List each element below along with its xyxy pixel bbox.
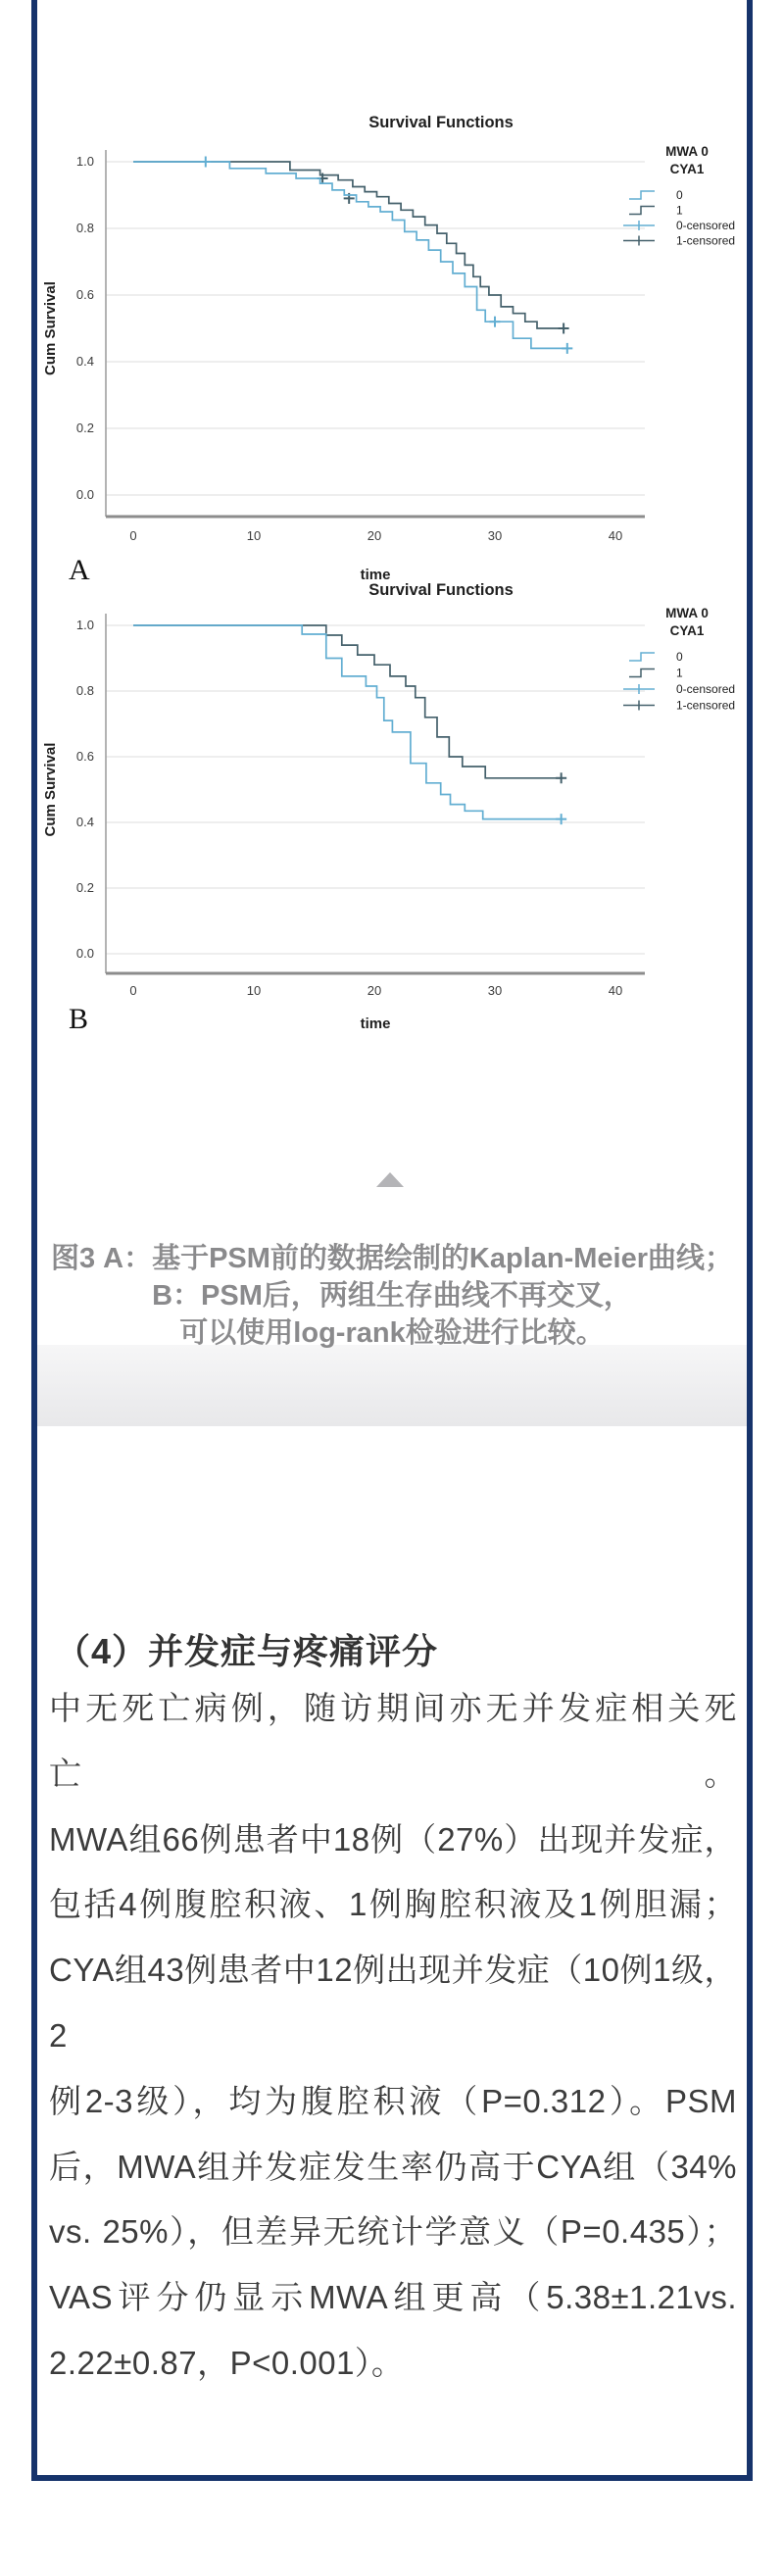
x-tick-label: 10	[246, 983, 262, 998]
x-tick-label: 40	[608, 983, 623, 998]
legend-entry-label: 1	[676, 666, 683, 680]
x-tick-label: 40	[608, 528, 623, 543]
y-tick-label: 0.4	[75, 815, 94, 829]
panel-letter: A	[69, 554, 90, 586]
y-tick-label: 1.0	[75, 154, 94, 169]
survival-chart-B	[42, 581, 735, 1035]
y-tick-label: 0.8	[75, 683, 94, 698]
paragraph-line: 2.22±0.87，P<0.001）。	[49, 2344, 405, 2381]
survival-chart-A	[42, 114, 735, 586]
y-tick-label: 1.0	[75, 618, 94, 632]
y-tick-label: 0.0	[75, 946, 94, 961]
legend-title-line: CYA1	[669, 162, 705, 176]
collapse-up-triangle-icon	[376, 1172, 404, 1187]
chart-title: Survival Functions	[368, 581, 514, 599]
card-gradient-divider	[37, 1345, 747, 1426]
body-paragraph	[49, 1676, 737, 2397]
y-tick-label: 0.4	[75, 354, 94, 369]
legend-title-line: MWA 0	[665, 144, 709, 159]
x-tick-label: 30	[487, 983, 503, 998]
paragraph-line: vs. 25%），但差异无统计学意义（P=0.435）；	[49, 2213, 737, 2251]
legend-step-swatch-icon	[629, 207, 655, 215]
legend-step-swatch-icon	[629, 669, 655, 677]
paragraph-line: CYA组43例患者中12例出现并发症（10例1级，2	[49, 1952, 737, 2054]
legend-entry-label: 1-censored	[676, 233, 736, 248]
chart-title: Survival Functions	[368, 114, 514, 131]
x-tick-label: 20	[367, 528, 382, 543]
section-heading: （4）并发症与疼痛评分	[55, 1631, 439, 1671]
panel-letter: B	[69, 1003, 89, 1035]
legend-entry-label: 0-censored	[676, 682, 736, 696]
x-tick-label: 30	[487, 528, 503, 543]
survival-curve-0	[133, 162, 567, 348]
paragraph-line: MWA组66例患者中18例（27%）出现并发症，	[49, 1820, 737, 1858]
x-tick-label: 0	[129, 983, 137, 998]
paragraph-line: 包括4例腹腔积液、1例胸腔积液及1例胆漏；	[49, 1886, 737, 1923]
legend-entry-label: 1-censored	[676, 698, 736, 713]
y-axis-title: Cum Survival	[42, 281, 59, 375]
survival-curve-1	[133, 162, 564, 328]
legend-entry-label: 0	[676, 188, 683, 202]
legend-step-swatch-icon	[629, 653, 655, 661]
caption-line: B：PSM后，两组生存曲线不再交叉，	[152, 1280, 632, 1312]
y-tick-label: 0.6	[75, 287, 94, 302]
y-axis-title: Cum Survival	[42, 742, 59, 837]
survival-curve-1	[133, 625, 562, 778]
y-tick-label: 0.2	[75, 421, 94, 435]
x-axis-title: time	[360, 1016, 391, 1032]
figure-caption	[39, 1240, 745, 1352]
legend-entry-label: 0	[676, 650, 683, 664]
legend-step-swatch-icon	[629, 191, 655, 199]
x-tick-label: 20	[367, 983, 382, 998]
legend-entry-label: 0-censored	[676, 219, 736, 232]
caption-line: 图3 A：基于PSM前的数据绘制的Kaplan-Meier曲线；	[50, 1243, 734, 1274]
y-tick-label: 0.6	[75, 749, 94, 764]
survival-charts-svg	[0, 0, 784, 1088]
legend-entry-label: 1	[676, 203, 683, 218]
y-tick-label: 0.0	[75, 487, 94, 502]
y-tick-label: 0.8	[75, 221, 94, 235]
x-tick-label: 0	[129, 528, 137, 543]
paragraph-line: VAS评分仍显示MWA组更高（5.38±1.21vs.	[49, 2279, 737, 2316]
legend-title-line: MWA 0	[665, 606, 709, 620]
paragraph-line: 中无死亡病例，随访期间亦无并发症相关死亡。	[49, 1690, 737, 1792]
y-tick-label: 0.2	[75, 880, 94, 895]
caption-line: 可以使用log-rank检验进行比较。	[179, 1317, 605, 1349]
legend-title-line: CYA1	[669, 623, 705, 638]
paragraph-line: 后，MWA组并发症发生率仍高于CYA组（34%	[49, 2148, 737, 2185]
survival-curve-0	[133, 625, 562, 819]
x-axis-title: time	[360, 567, 391, 583]
paragraph-line: 例2-3级），均为腹腔积液（P=0.312）。PSM	[49, 2082, 737, 2119]
x-tick-label: 10	[246, 528, 262, 543]
